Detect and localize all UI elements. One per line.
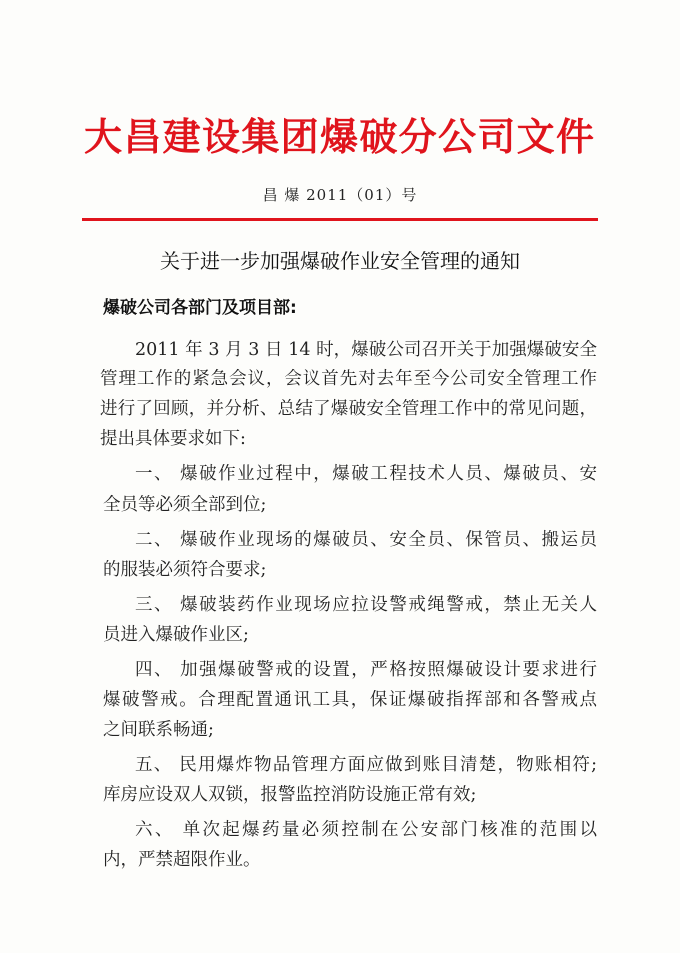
body-line: 提出具体要求如下: (100, 429, 246, 449)
item-1-line: 全员等必须全部到位; (103, 495, 267, 515)
item-2-line: 二、 爆破作业现场的爆破员、安全员、保管员、搬运员 (135, 530, 597, 550)
body-line: 2011 年 3 月 3 日 14 时，爆破公司召开关于加强爆破安全 (135, 340, 597, 360)
body-line: 管理工作的紧急会议，会议首先对去年至今公司安全管理工作 (100, 369, 597, 389)
salutation: 爆破公司各部门及项目部: (103, 298, 297, 318)
document-number: 昌 爆 2011（01）号 (262, 186, 418, 204)
item-4-line: 之间联系畅通; (103, 720, 214, 740)
notice-title: 关于进一步加强爆破作业安全管理的通知 (160, 249, 520, 273)
item-6-line: 内，严禁超限作业。 (103, 850, 261, 870)
item-3-line: 员进入爆破作业区; (103, 625, 249, 645)
item-6-line: 六、 单次起爆药量必须控制在公安部门核准的范围以 (135, 820, 597, 840)
item-4-line: 爆破警戒。合理配置通讯工具，保证爆破指挥部和各警戒点 (103, 690, 597, 710)
item-5-line: 五、 民用爆炸物品管理方面应做到账目清楚，物账相符; (135, 755, 597, 775)
item-4-line: 四、 加强爆破警戒的设置，严格按照爆破设计要求进行 (135, 660, 597, 680)
body-line: 进行了回顾，并分析、总结了爆破安全管理工作中的常见问题， (100, 399, 597, 419)
item-5-line: 库房应设双人双锁，报警监控消防设施正常有效; (103, 785, 477, 805)
document-header-title: 大昌建设集团爆破分公司文件 (84, 115, 594, 159)
item-2-line: 的服装必须符合要求; (103, 560, 267, 580)
item-3-line: 三、 爆破装药作业现场应拉设警戒绳警戒，禁止无关人 (135, 595, 597, 615)
header-divider (82, 218, 598, 221)
item-1-line: 一、 爆破作业过程中，爆破工程技术人员、爆破员、安 (135, 464, 597, 484)
